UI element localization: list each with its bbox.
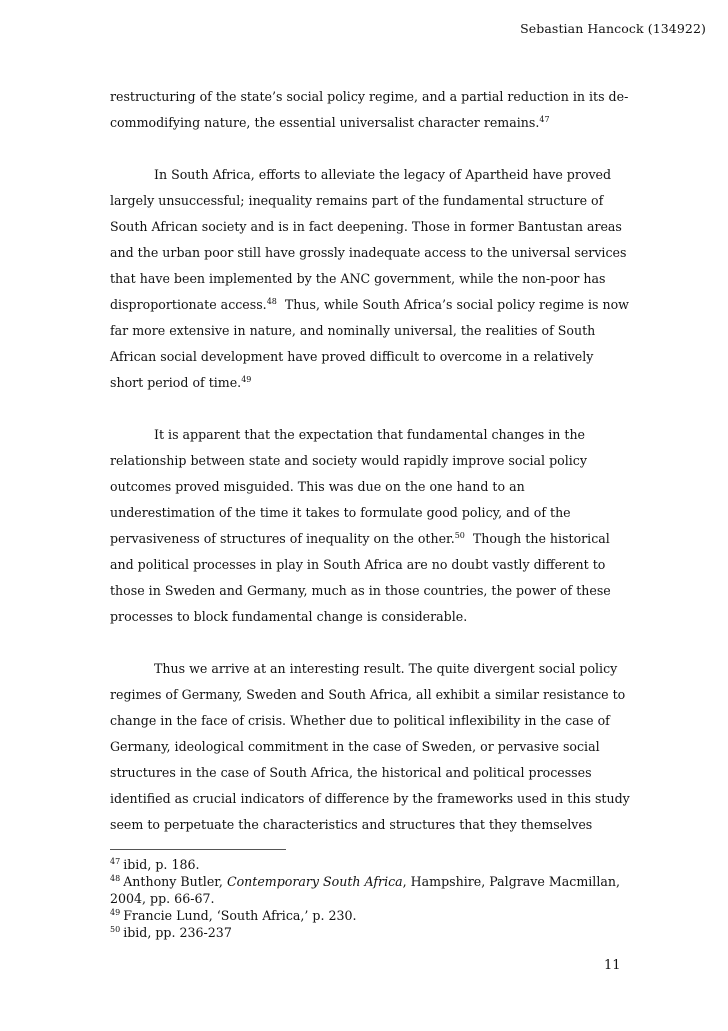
footnote-ref: 50 <box>454 531 465 540</box>
text-line: processes to block fundamental change is considerable. <box>110 609 468 624</box>
text-line: It is apparent that the expectation that fundamental changes in the <box>154 427 586 442</box>
text-line: and political processes in play in South Africa are no doubt vastly different to <box>110 557 606 572</box>
text-line: outcomes proved misguided. This was due on the one hand to an <box>110 479 525 494</box>
text-line: regimes of Germany, Sweden and South Africa, all exhibit a similar resistance to <box>110 687 626 702</box>
text-line: disproportionate access.$^{48}$ Thus, while South Africa’s social policy regime is now <box>110 297 629 312</box>
body-text <box>110 84 630 838</box>
footnote-ref: 47 <box>539 115 550 124</box>
text-line: Germany, ideological commitment in the case of Sweden, or pervasive social <box>110 739 600 754</box>
text-line: identified as crucial indicators of difference by the frameworks used in this study <box>110 791 630 806</box>
footnote: $^{49}$ Francie Lund, ‘South Africa,’ p. 230. <box>110 908 357 923</box>
text-line: structures in the case of South Africa, the historical and political processes <box>110 765 592 780</box>
text-line: South African society and is in fact deepening. Those in former Bantustan areas <box>110 219 622 234</box>
text-line: far more extensive in nature, and nominally universal, the realities of South <box>110 323 596 338</box>
text-line: short period of time.$^{49}$ <box>110 375 252 390</box>
footnotes <box>110 856 630 941</box>
footnote: $^{47}$ ibid, p. 186. <box>110 857 200 872</box>
text-line: commodifying nature, the essential universalist character remains.$^{47}$ <box>110 115 550 130</box>
text-line: restructuring of the state’s social policy regime, and a partial reduction in its de- <box>110 89 629 104</box>
running-header: Sebastian Hancock (134922) <box>520 21 706 36</box>
text-line: those in Sweden and Germany, much as in those countries, the power of these <box>110 583 611 598</box>
text-line: In South Africa, efforts to alleviate the legacy of Apartheid have proved <box>154 167 612 182</box>
text-line: and the urban poor still have grossly inadequate access to the universal services <box>110 245 627 260</box>
text-line: largely unsuccessful; inequality remains part of the fundamental structure of <box>110 193 604 208</box>
text-line: seem to perpetuate the characteristics and structures that they themselves <box>110 817 593 832</box>
footnote: $^{50}$ ibid, pp. 236-237 <box>110 925 232 940</box>
text-line: change in the face of crisis. Whether due to political inflexibility in the case of <box>110 713 610 728</box>
text-line: relationship between state and society would rapidly improve social policy <box>110 453 587 468</box>
text-line: that have been implemented by the ANC government, while the non-poor has <box>110 271 606 286</box>
footnote-ref: 49 <box>241 375 252 384</box>
text-line: African social development have proved difficult to overcome in a relatively <box>110 349 594 364</box>
text-line: Thus we arrive at an interesting result. The quite divergent social policy <box>154 661 618 676</box>
footnote-continuation: 2004, pp. 66-67. <box>110 891 215 906</box>
footnote-ref: 48 <box>266 297 277 306</box>
footnote: $^{48}$ Anthony Butler, Contemporary South Africa, Hampshire, Palgrave Macmillan, <box>110 874 620 889</box>
footnote-divider <box>110 849 286 850</box>
page-number: 11 <box>604 958 621 973</box>
text-line: underestimation of the time it takes to formulate good policy, and of the <box>110 505 571 520</box>
text-line: pervasiveness of structures of inequality on the other.$^{50}$ Though the historical <box>110 531 610 546</box>
